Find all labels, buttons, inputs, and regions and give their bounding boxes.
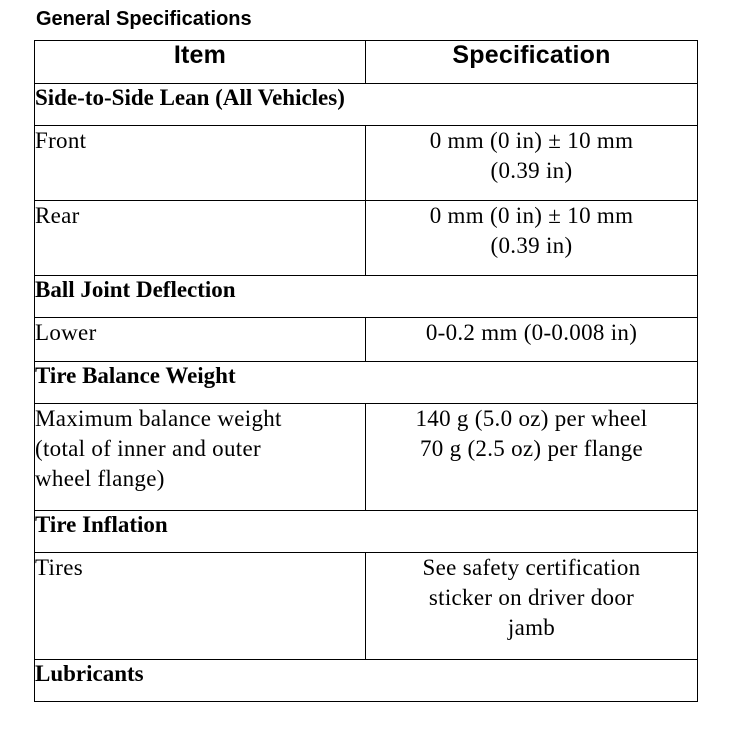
table-row [35, 126, 698, 201]
item-text: Lower [35, 320, 97, 345]
item-text: Front [35, 128, 87, 153]
page-title: General Specifications [36, 8, 252, 30]
item-text: Rear [35, 203, 80, 228]
table-row [35, 318, 698, 362]
spec-text: (0.39 in) [490, 158, 573, 183]
section-row [35, 511, 698, 553]
item-text: Tires [35, 555, 83, 580]
table-row [35, 553, 698, 660]
spec-text: 0 mm (0 in) ± 10 mm [429, 128, 634, 153]
table-row [35, 201, 698, 276]
section-heading-side-to-side-lean: Side-to-Side Lean (All Vehicles) [35, 84, 698, 126]
spec-text: jamb [507, 615, 556, 640]
spec-cell-front [366, 126, 698, 201]
spec-text: 0 mm (0 in) ± 10 mm [429, 203, 634, 228]
spec-cell-maximum-balance-weight [366, 404, 698, 511]
specifications-table [34, 40, 698, 702]
section-row [35, 276, 698, 318]
section-heading-tire-inflation: Tire Inflation [35, 511, 698, 553]
spec-cell-rear [366, 201, 698, 276]
item-text: wheel flange) [35, 466, 165, 491]
item-cell-front [35, 126, 366, 201]
section-row [35, 84, 698, 126]
spec-cell-lower [366, 318, 698, 362]
spec-cell-tires [366, 553, 698, 660]
section-row [35, 660, 698, 702]
section-heading-lubricants: Lubricants [35, 660, 698, 702]
spec-text: 70 g (2.5 oz) per flange [419, 436, 644, 461]
column-header-item: Item [35, 41, 366, 84]
section-heading-tire-balance-weight: Tire Balance Weight [35, 362, 698, 404]
item-cell-tires [35, 553, 366, 660]
section-heading-ball-joint-deflection: Ball Joint Deflection [35, 276, 698, 318]
item-text: Maximum balance weight [35, 406, 282, 431]
spec-text: See safety certification [422, 555, 641, 580]
table-header-row [35, 41, 698, 84]
spec-text: sticker on driver door [428, 585, 635, 610]
section-row [35, 362, 698, 404]
item-cell-maximum-balance-weight [35, 404, 366, 511]
table-row [35, 404, 698, 511]
spec-text: (0.39 in) [490, 233, 573, 258]
column-header-specification: Specification [366, 41, 698, 84]
item-cell-rear [35, 201, 366, 276]
spec-text: 140 g (5.0 oz) per wheel [415, 406, 648, 431]
item-text: (total of inner and outer [35, 436, 261, 461]
spec-text: 0-0.2 mm (0-0.008 in) [425, 320, 638, 345]
item-cell-lower [35, 318, 366, 362]
